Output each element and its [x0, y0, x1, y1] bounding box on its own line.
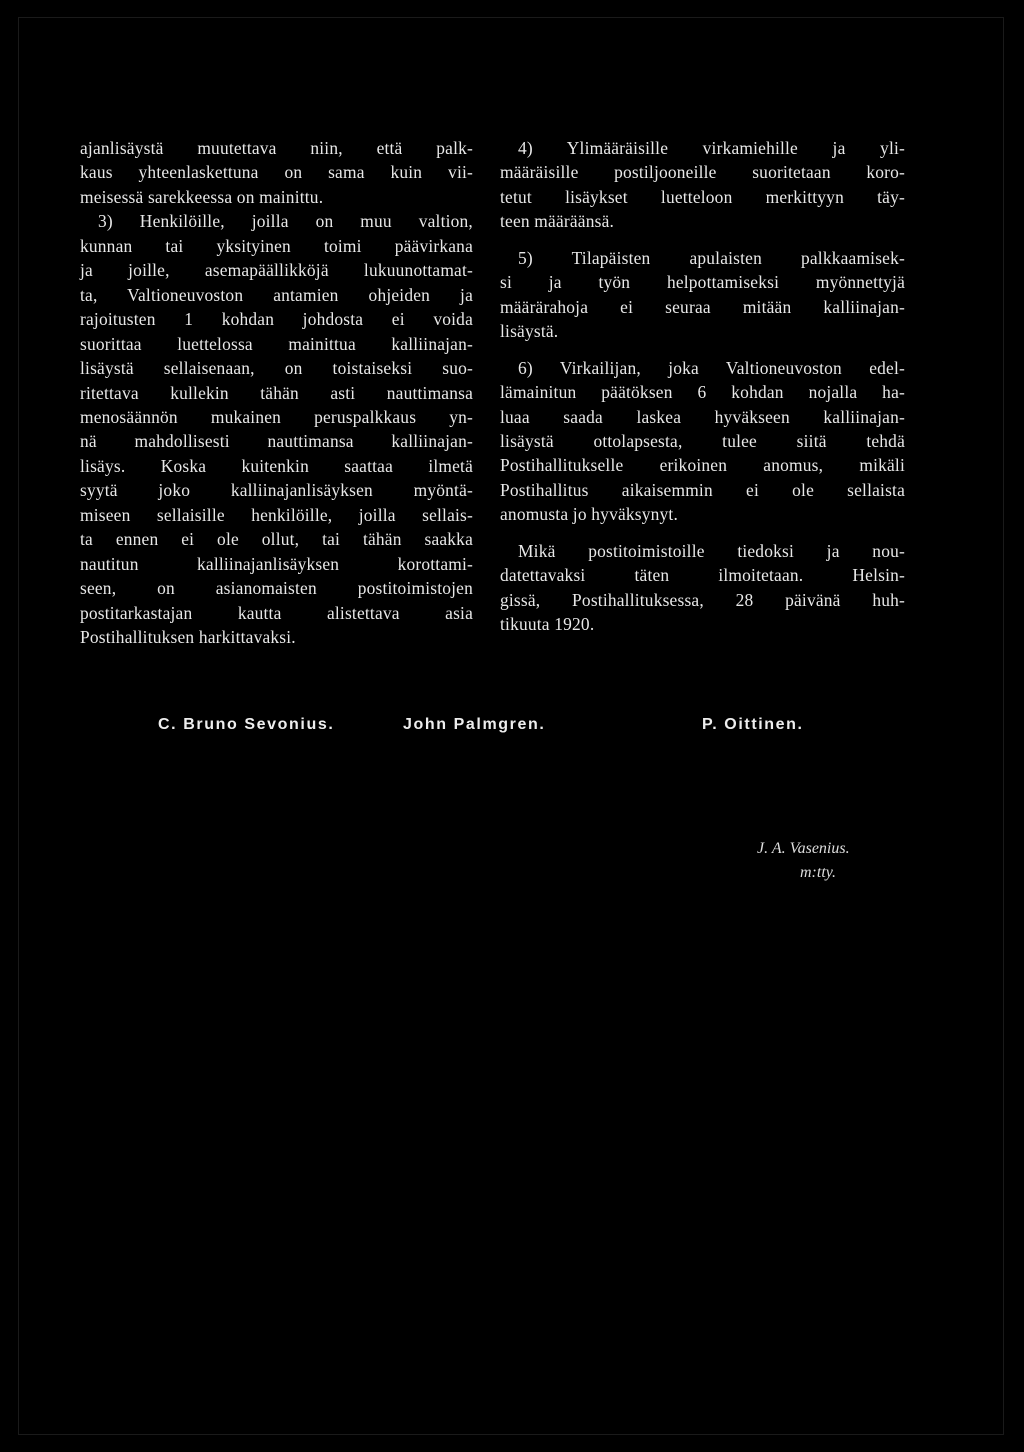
- text-line: lisäys. Koska kuitenkin saattaa ilmetä: [80, 455, 473, 476]
- text-line: määräisille postiljooneille suoritetaan koro-: [500, 162, 905, 183]
- text-line: ajanlisäystä muutettava niin, että palk-: [80, 138, 473, 158]
- text-line: ta ennen ei ole ollut, tai tähän saakka: [80, 529, 473, 550]
- paragraph-4: [500, 136, 905, 234]
- text-line: miseen sellaisille henkilöille, joilla sellais-: [80, 504, 473, 525]
- left-column: [80, 136, 473, 650]
- text-line: tikuuta 1920.: [500, 614, 595, 635]
- text-line: kaus yhteenlaskettuna on sama kuin vii-: [80, 162, 473, 183]
- text-line: Mikä postitoimistoille tiedoksi ja nou-: [518, 540, 905, 561]
- text-line: suorittaa luettelossa mainittua kalliinajan-: [80, 333, 473, 354]
- text-line: lämainitun päätöksen 6 kohdan nojalla ha-: [500, 382, 905, 403]
- text-line: 4) Ylimääräisille virkamiehille ja yli-: [518, 138, 905, 158]
- text-line: postitarkastajan kautta alistettava asia: [80, 602, 473, 623]
- text-line: rajoitusten 1 kohdan johdosta ei voida: [80, 309, 473, 330]
- text-line: teen määräänsä.: [500, 211, 615, 232]
- text-line: meisessä sarekkeessa on mainittu.: [80, 186, 324, 207]
- text-line: Postihallitus aikaisemmin ei ole sellaista: [500, 479, 905, 500]
- text-line: nautitun kalliinajanlisäyksen korottami-: [80, 553, 473, 574]
- text-line: tetut lisäykset luetteloon merkittyyn täy-: [500, 186, 905, 207]
- text-line: lisäystä ottolapsesta, tulee siitä tehdä: [500, 430, 905, 451]
- signature-p-oittinen: P. Oittinen.: [702, 716, 804, 733]
- text-line: datettavaksi täten ilmoitetaan. Helsin-: [500, 565, 905, 586]
- text-line: lisäystä.: [500, 321, 559, 342]
- text-line: 6) Virkailijan, joka Valtioneuvoston edel-: [518, 357, 905, 378]
- signature-bruno-sevonius: C. Bruno Sevonius.: [158, 716, 335, 733]
- text-line: Postihallituksen harkittavaksi.: [80, 627, 296, 648]
- text-line: Postihallitukselle erikoinen anomus, mikäli: [500, 455, 905, 476]
- text-line: luaa saada laskea hyväkseen kalliinajan-: [500, 406, 905, 427]
- text-line: ja joille, asemapäällikköjä lukuunottamat-: [80, 260, 473, 281]
- text-line: ritettava kullekin tähän asti nauttimansa: [80, 382, 473, 403]
- text-line: 3) Henkilöille, joilla on muu valtion,: [98, 211, 473, 232]
- text-line: menosäännön mukainen peruspalkkaus yn-: [80, 406, 473, 427]
- text-line: 5) Tilapäisten apulaisten palkkaamisek-: [518, 247, 905, 268]
- text-line: lisäystä sellaisenaan, on toistaiseksi suo-: [80, 358, 473, 379]
- text-line: kunnan tai yksityinen toimi päävirkana: [80, 235, 473, 256]
- signature-row: [0, 716, 1024, 740]
- text-line: seen, on asianomaisten postitoimistojen: [80, 578, 473, 599]
- text-line: nä mahdollisesti nauttimansa kalliinajan-: [80, 431, 473, 452]
- countersign-name: J. A. Vasenius.: [757, 840, 850, 857]
- paragraph-6: [500, 356, 905, 527]
- right-column: [500, 136, 905, 637]
- text-line: si ja työn helpottamiseksi myönnettyjä: [500, 272, 905, 293]
- text-line: gissä, Postihallituksessa, 28 päivänä huh-: [500, 589, 905, 610]
- text-line: ta, Valtioneuvoston antamien ohjeiden ja: [80, 284, 473, 305]
- signature-john-palmgren: John Palmgren.: [403, 716, 546, 733]
- text-line: syytä joko kalliinajanlisäyksen myöntä-: [80, 480, 473, 501]
- closing-paragraph: [500, 539, 905, 637]
- text-line: anomusta jo hyväksynyt.: [500, 504, 679, 525]
- paragraph-5: [500, 246, 905, 344]
- text-line: määrärahoja ei seuraa mitään kalliinajan-: [500, 296, 905, 317]
- countersign-title: m:tty.: [800, 864, 836, 881]
